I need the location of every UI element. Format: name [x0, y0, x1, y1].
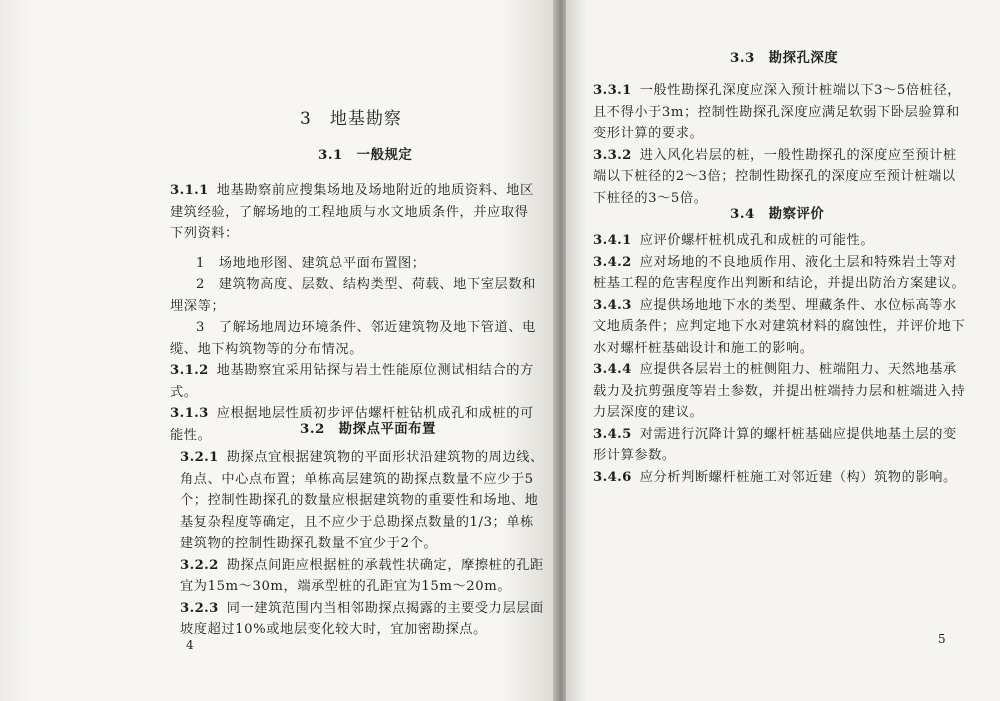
right-page — [566, 0, 1000, 701]
clause-3-1-3: 3.1.3 应根据地层性质初步评估螺杆桩钻机成孔和成桩的可能性。 — [170, 406, 534, 443]
page-number-left: 4 — [186, 638, 194, 652]
section-3-2-body — [180, 447, 546, 641]
clause-3-1-1: 3.1.1 地基勘察前应搜集场地及场地附近的地质资料、地区建筑经验，了解场地的工程地质与水文地质条件，并应取得下列资料： — [170, 183, 534, 241]
section-3-1-body — [170, 180, 542, 446]
section-3-4-body — [593, 230, 969, 488]
chapter-title: 3 地基勘察 — [300, 109, 402, 129]
clause-3-4-6: 3.4.6 应分析判断螺杆桩施工对邻近建（构）筑物的影响。 — [593, 469, 957, 485]
section-3-3-title: 3.3 勘探孔深度 — [730, 50, 839, 66]
clause-3-4-1: 3.4.1 应评价螺杆桩机成孔和成桩的可能性。 — [593, 233, 875, 248]
list-item: 1 场地地形图、建筑总平面布置图； — [196, 255, 426, 271]
clause-3-4-5: 3.4.5 对需进行沉降计算的螺杆桩基础应提供地基土层的变形计算参数。 — [593, 426, 957, 463]
section-3-4-title: 3.4 勘察评价 — [730, 206, 825, 222]
list-item: 3 了解场地周边环境条件、邻近建筑物及地下管道、电缆、地下构筑物等的分布情况。 — [170, 320, 536, 357]
clause-3-2-3: 3.2.3 同一建筑范围内当相邻勘探点揭露的主要受力层层面坡度超过10%或地层变化较大时，宜加密勘探点。 — [180, 600, 544, 637]
clause-3-3-1: 3.3.1 一般性勘探孔深度应深入预计桩端以下3～5倍桩径，且不得小于3m；控制性勘探孔深度应满足软弱下卧层验算和变形计算的要求。 — [593, 83, 962, 141]
clause-3-4-4: 3.4.4 应提供各层岩土的桩侧阻力、桩端阻力、天然地基承载力及抗剪强度等岩土参数，并提出桩端持力层和桩端进入持力层深度的建议。 — [593, 362, 966, 420]
clause-3-4-3: 3.4.3 应提供场地地下水的类型、埋藏条件、水位标高等水文地质条件；应判定地下水对建筑材料的腐蚀性，并评价地下水对螺杆桩基础设计和施工的影响。 — [593, 297, 966, 356]
page-number-right: 5 — [938, 632, 946, 646]
section-3-1-title: 3.1 一般规定 — [318, 147, 413, 163]
clause-3-2-1: 3.2.1 勘探点宜根据建筑物的平面形状沿建筑物的周边线、角点、中心点布置；单栋高层建筑的勘探点数量不应少于5个；控制性勘探孔的数量应根据建筑物的重要性和场地、地基复杂程度等确定，且不应少于总勘探点数量的1/3；单栋建筑物的控制性勘探孔数量不宜少于2个。 — [180, 450, 544, 551]
clause-3-1-2: 3.1.2 地基勘察宜采用钻探与岩土性能原位测试相结合的方式。 — [170, 363, 534, 400]
clause-3-2-2: 3.2.2 勘探点间距应根据桩的承载性状确定，摩擦桩的孔距宜为15m～30m，端承型桩的孔距宜为15m～20m。 — [180, 557, 544, 594]
clause-3-4-2: 3.4.2 应对场地的不良地质作用、液化土层和特殊岩土等对桩基工程的危害程度作出判断和结论，并提出防治方案建议。 — [593, 254, 966, 291]
section-3-3-body — [593, 80, 969, 209]
section-3-2-title: 3.2 勘探点平面布置 — [300, 421, 436, 437]
list-item: 2 建筑物高度、层数、结构类型、荷载、地下室层数和埋深等； — [170, 277, 536, 314]
clause-3-3-2: 3.3.2 进入风化岩层的桩，一般性勘探孔的深度应至预计桩端以下桩径的2～3倍；控制性勘探孔的深度应至预计桩端以下桩径的3～5倍。 — [593, 147, 957, 206]
